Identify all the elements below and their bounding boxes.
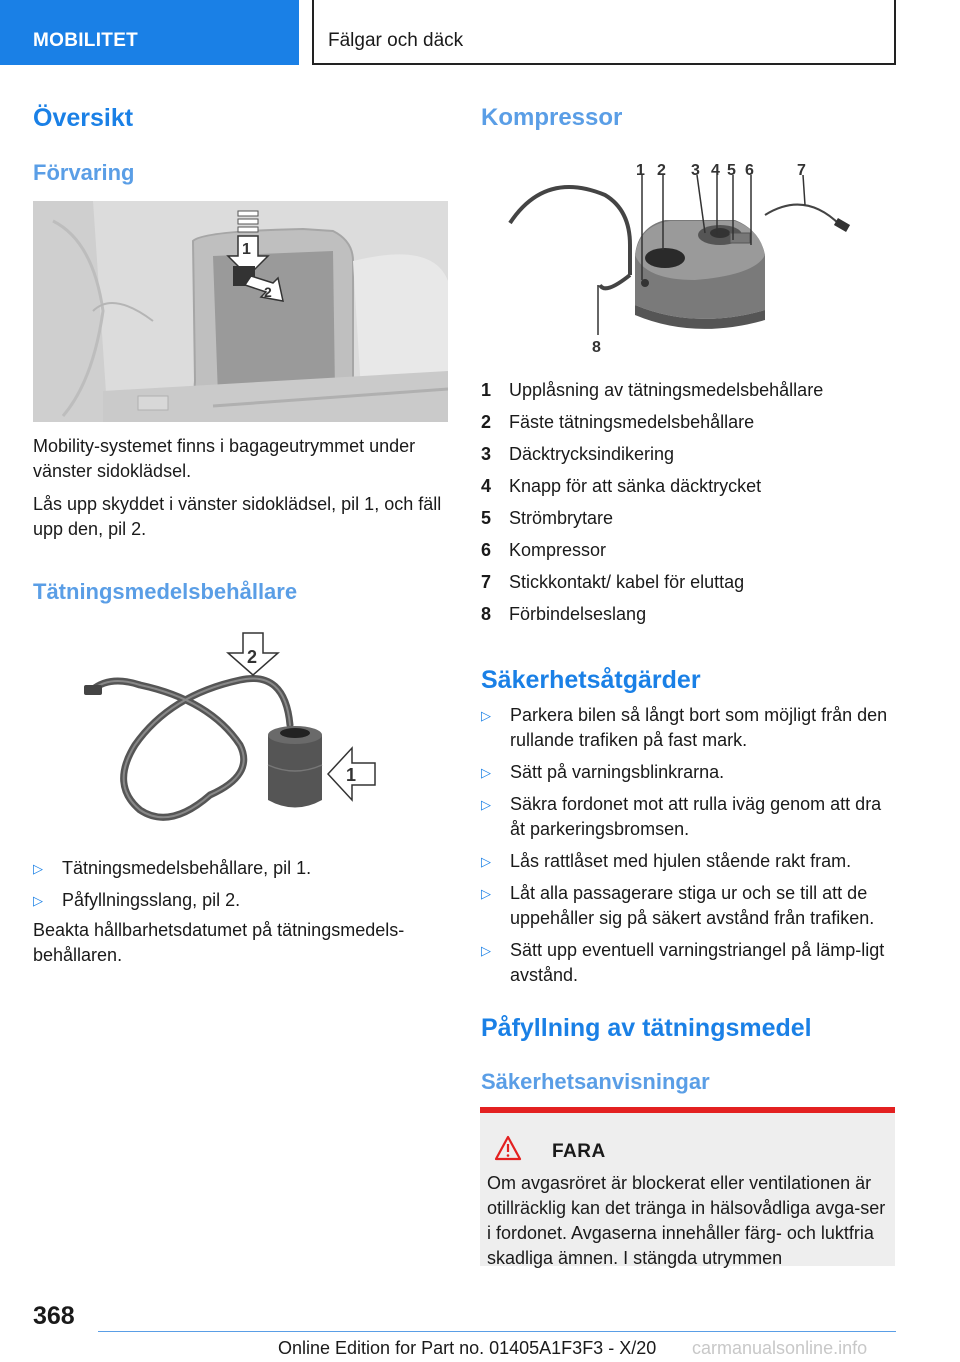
container-note: Beakta hållbarhetsdatumet på tätningsmedels-behållaren. [33,920,405,965]
section-title: MOBILITET [33,30,139,51]
fig2-label-2: 2 [247,647,258,667]
heading-safety-measures: Säkerhetsåtgärder [481,666,701,694]
compressor-label-7: 7 [797,162,806,179]
compressor-label-1: 1 [636,162,645,179]
parts-row: 7 Stickkontakt/ kabel för eluttag [481,572,745,592]
chapter-tab [312,0,896,65]
compressor-illustration [505,155,855,360]
fig1-label-2: 2 [264,284,272,300]
list-item: ▷ Lås rattlåset med hjulen stående rakt fram. [481,849,896,874]
triangle-bullet-icon: ▷ [481,797,491,812]
compressor-label-5: 5 [727,162,736,179]
compressor-label-4: 4 [711,162,720,179]
parts-row: 2 Fäste tätningsmedelsbehållare [481,412,755,432]
heading-container: Tätningsmedelsbehållare [33,579,298,604]
heading-overview: Översikt [33,104,134,132]
chapter-title: Fälgar och däck [328,30,464,51]
storage-text-1: Mobility-systemet finns i bagageutrymmet under vänster sidoklädsel. [33,436,416,481]
container-list [33,856,448,920]
list-item: ▷ Påfyllningsslang, pil 2. [33,888,448,913]
heading-compressor: Kompressor [481,104,623,131]
triangle-bullet-icon: ▷ [481,886,491,901]
heading-safety-notes: Säkerhetsanvisningar [481,1069,710,1094]
triangle-bullet-icon: ▷ [481,708,491,723]
triangle-bullet-icon: ▷ [33,893,43,908]
section-tab [0,0,299,65]
triangle-bullet-icon: ▷ [481,943,491,958]
safety-list [481,703,896,995]
fig2-label-1: 1 [346,765,357,785]
sealant-container-illustration [80,625,390,835]
danger-warning-box [480,1107,895,1266]
warning-text: Om avgasröret är blockerat eller ventilationen är otillräcklig kan det tränga in hälsovådliga avga-ser i fordonet. Avgaserna innehåller färg- och luktfria skadliga ämnen. I stängda utrymmen [487,1173,886,1268]
list-item: ▷ Sätt upp eventuell varningstriangel på lämp-ligt avstånd. [481,940,885,985]
parts-row: 6 Kompressor [481,540,607,560]
storage-text-2: Lås upp skyddet i vänster sidoklädsel, pil 1, och fäll upp den, pil 2. [33,494,442,539]
page-number: 368 [33,1302,75,1330]
list-item: ▷ Tätningsmedelsbehållare, pil 1. [33,856,448,881]
storage-illustration [33,201,448,422]
edition-text: Online Edition for Part no. 01405A1F3F3 - X/20 [278,1338,657,1358]
compressor-label-3: 3 [691,162,700,179]
compressor-parts-list [481,380,896,636]
parts-row: 8 Förbindelseslang [481,604,647,624]
fig1-label-1: 1 [242,241,251,258]
warning-title: FARA [552,1141,606,1162]
heading-sealant-filling: Påfyllning av tätningsmedel [481,1014,812,1042]
parts-row: 5 Strömbrytare [481,508,614,528]
parts-row: 4 Knapp för att sänka däcktrycket [481,476,762,496]
list-item: ▷ Säkra fordonet mot att rulla iväg genom att dra åt parkeringsbromsen. [481,794,882,839]
list-item: ▷ Sätt på varningsblinkrarna. [481,760,896,785]
compressor-label-6: 6 [745,162,754,179]
triangle-bullet-icon: ▷ [33,861,43,876]
heading-storage: Förvaring [33,160,135,185]
list-item: ▷ Parkera bilen så långt bort som möjligt från den rullande trafiken på fast mark. [481,705,888,750]
compressor-label-2: 2 [657,162,666,179]
watermark-text: carmanualsonline.info [692,1338,868,1358]
footer-divider [98,1331,896,1332]
list-item: ▷ Låt alla passagerare stiga ur och se till att de uppehåller sig på säkert avstånd från trafiken. [481,883,875,928]
compressor-label-8: 8 [592,339,601,356]
parts-row: 1 Upplåsning av tätningsmedelsbehållare [481,380,824,400]
warning-triangle-icon [494,1135,522,1161]
triangle-bullet-icon: ▷ [481,765,491,780]
parts-row: 3 Däcktrycksindikering [481,444,675,464]
triangle-bullet-icon: ▷ [481,854,491,869]
